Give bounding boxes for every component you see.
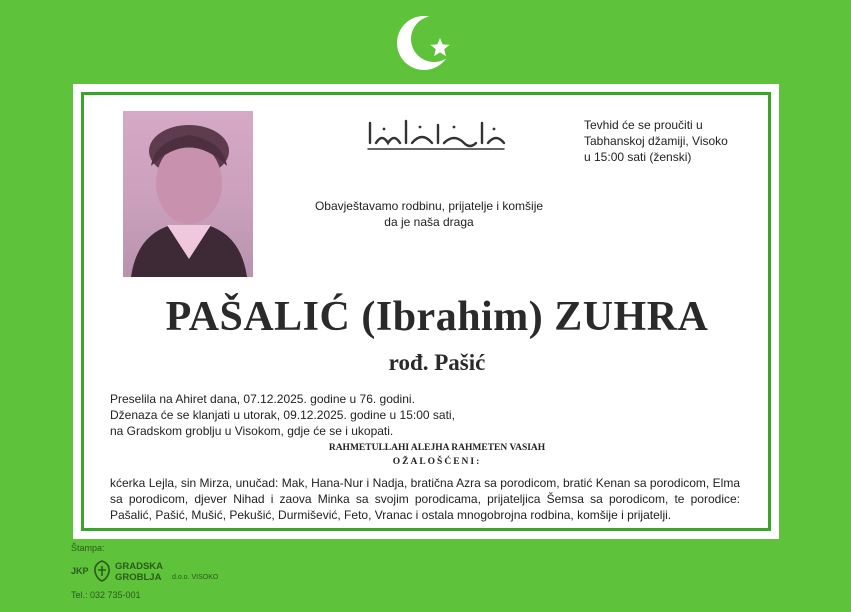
rahmet-prayer: RAHMETULLAHI ALEJHA RAHMETEN VASIAH	[328, 443, 546, 453]
tevhid-line: Tevhid će se proučiti u	[584, 118, 703, 132]
details-line: Preselila na Ahiret dana, 07.12.2025. godine u 76. godini.	[110, 392, 415, 406]
stampa-label: Štampa:	[71, 543, 105, 553]
notice-line: Obavještavamo rodbinu, prijatelje i komšije	[314, 199, 544, 213]
phone-number: Tel.: 032 735-001	[71, 590, 141, 600]
obituary-card	[73, 84, 779, 539]
crescent-star-icon	[392, 8, 462, 78]
mourners-heading: OŽALOŠĆENI:	[392, 457, 482, 467]
card-frame	[81, 92, 771, 531]
details-line: na Gradskom groblju u Visokom, gdje će se i ukopati.	[110, 424, 394, 438]
company-type: d.o.o.	[172, 574, 190, 581]
brand-line: GRADSKA	[115, 561, 164, 572]
brand-name	[115, 561, 163, 583]
details-line: Dženaza će se klanjati u utorak, 09.12.2025. godine u 15:00 sati,	[110, 408, 455, 422]
deceased-name: PAŠALIĆ (Ibrahim) ZUHRA	[165, 294, 709, 340]
tevhid-info	[584, 117, 784, 165]
maiden-name: rođ. Pašić	[388, 350, 486, 375]
portrait-photo	[123, 111, 253, 277]
arabic-calligraphy	[364, 115, 509, 155]
company-city: VISOKO	[191, 574, 219, 581]
printer-footer	[71, 543, 271, 608]
gradska-groblja-logo	[93, 560, 111, 582]
mourners-list: kćerka Lejla, sin Mirza, unučad: Mak, Hana-Nur i Nadja, bratična Azra sa porodicom, bratić Kenan sa porodicom, Elma sa porodicom, djever Nihad i zaova Minka sa svojim porodicama, prijateljica Šemsa sa porodicom, te porodice: Pašalić, Pašić, Mušić, Pekušić, Durmišević, Feto, Vranac i ostala mnogobrojna rodbina, komšije i prijatelji.	[110, 476, 740, 522]
notice-text	[294, 198, 564, 230]
funeral-details	[110, 391, 560, 439]
tevhid-line: u 15:00 sati (ženski)	[584, 150, 692, 164]
brand-line: GROBLJA	[115, 572, 162, 583]
notice-line: da je naša draga	[384, 215, 474, 229]
tevhid-line: Tabhanskoj džamiji, Visoko	[584, 134, 728, 148]
jkp-label: JKP	[71, 566, 89, 576]
company-suffix	[172, 573, 218, 582]
